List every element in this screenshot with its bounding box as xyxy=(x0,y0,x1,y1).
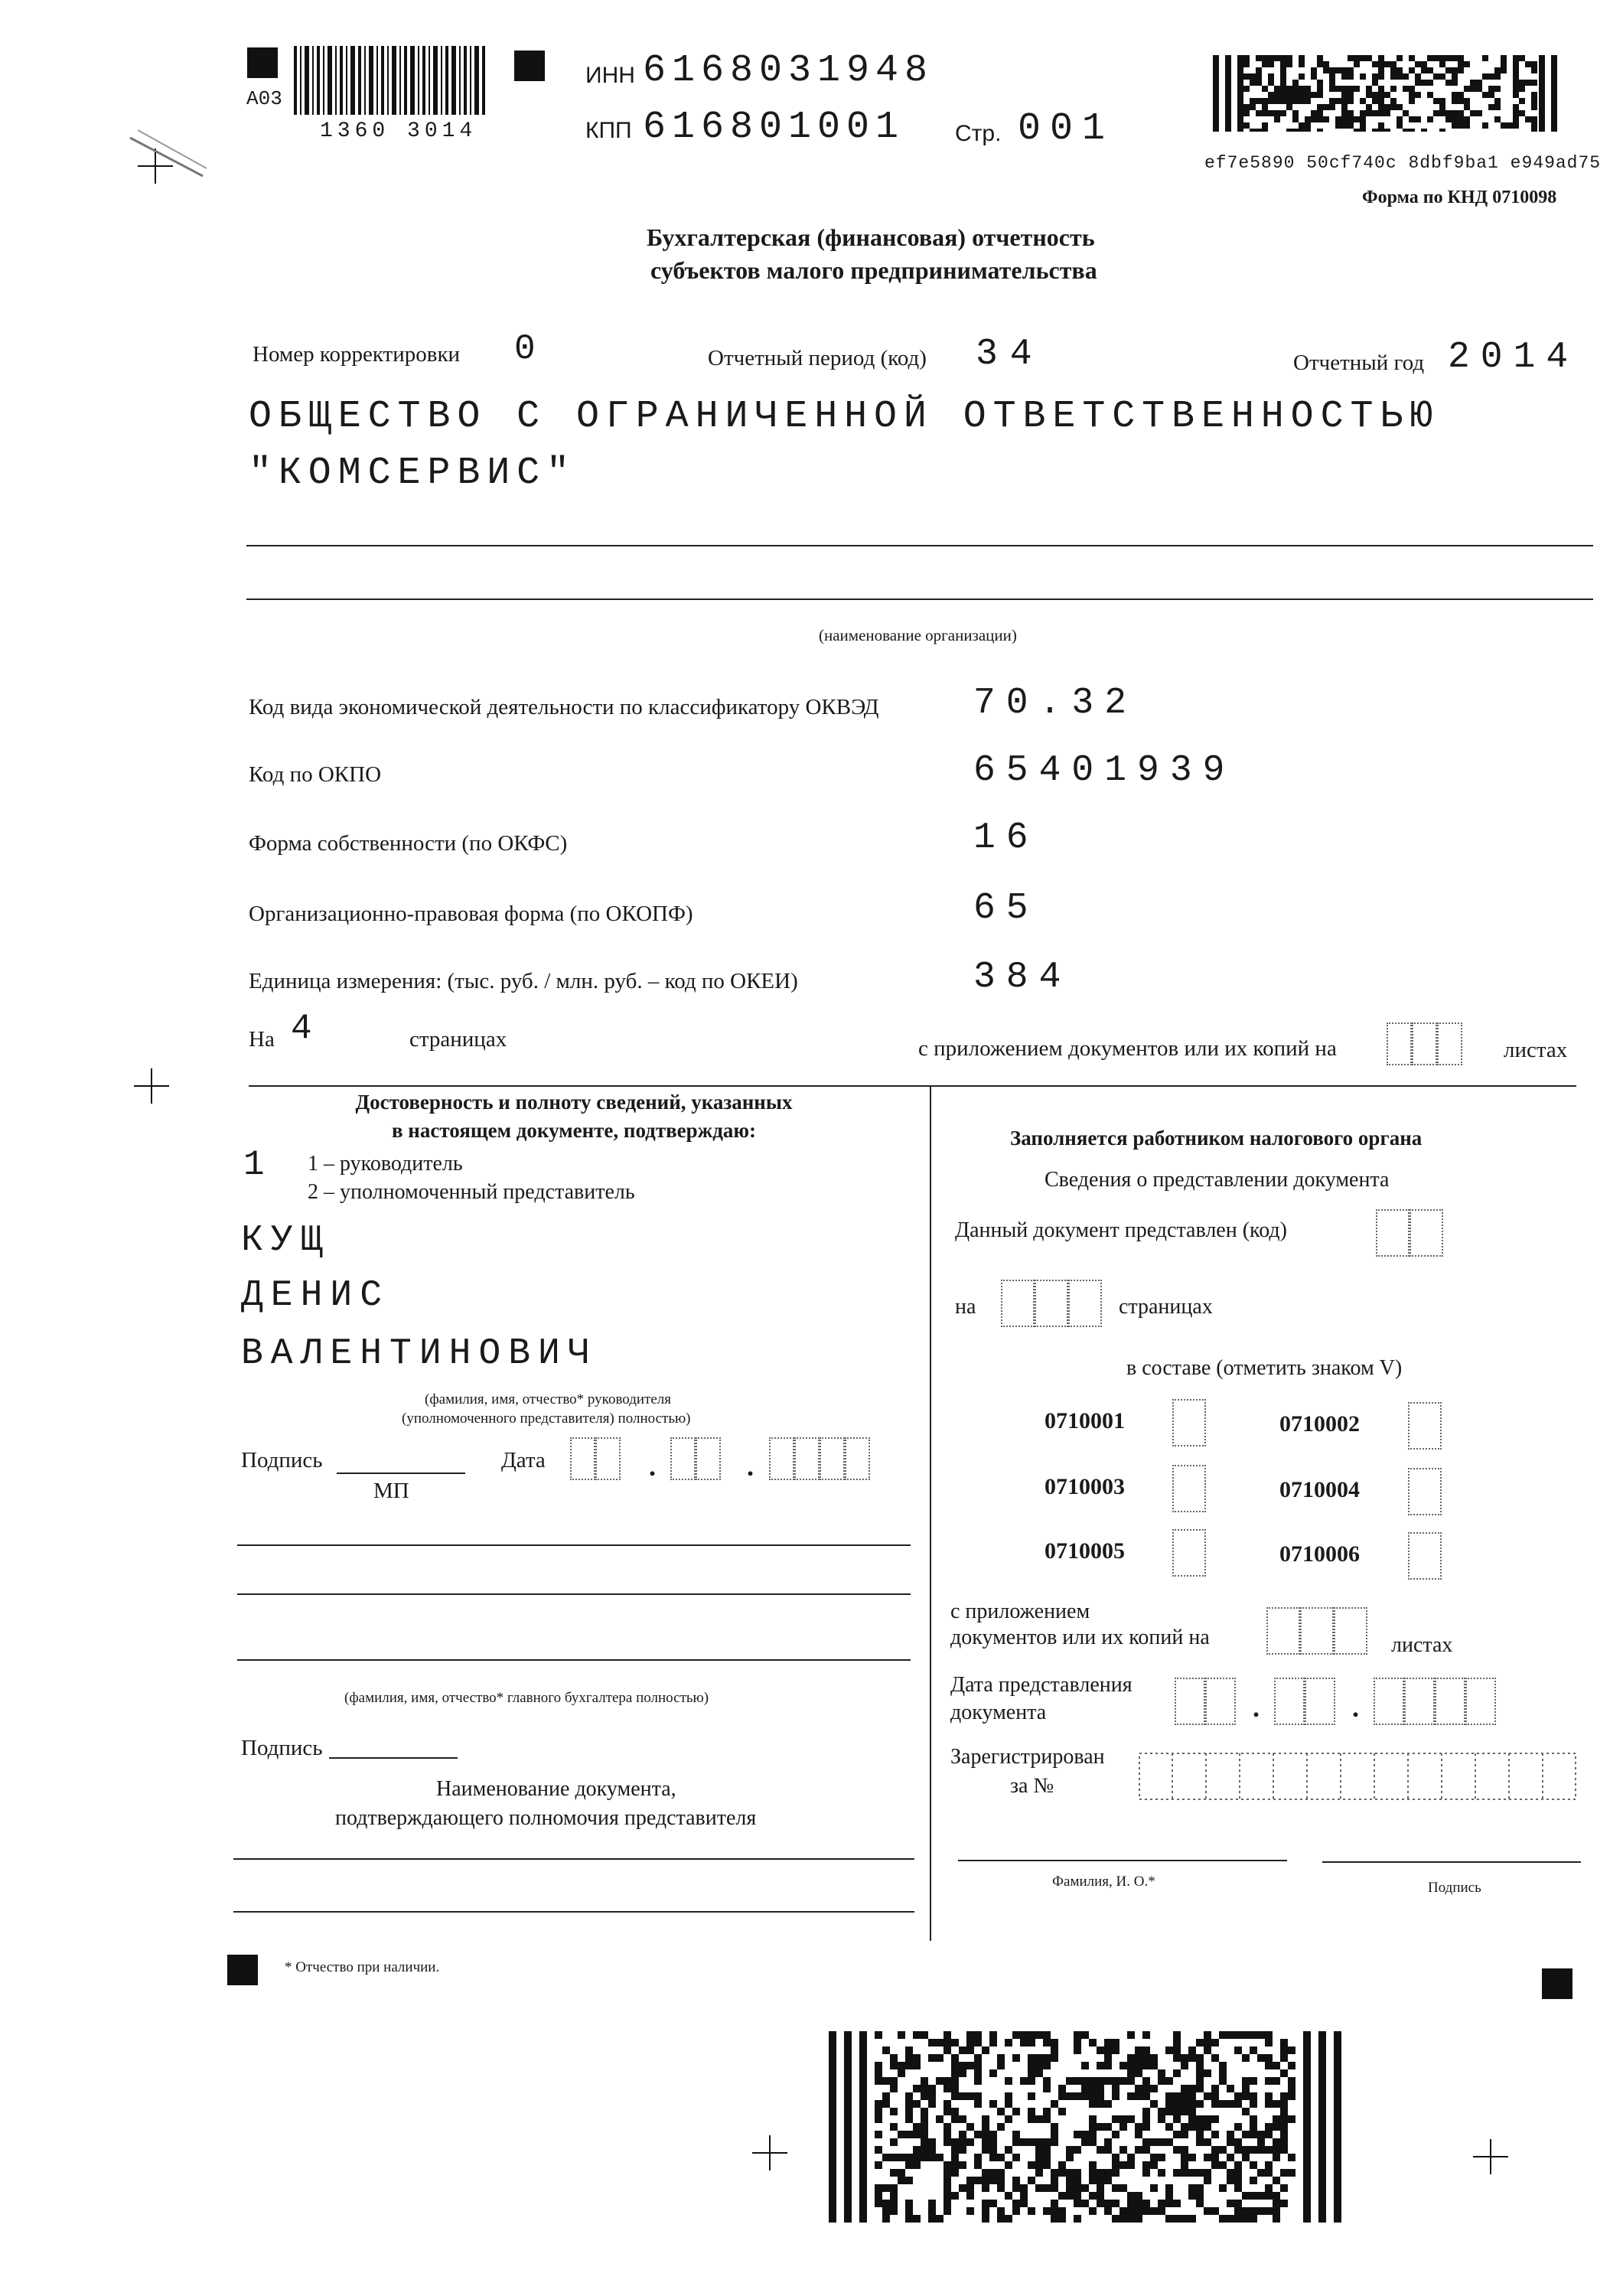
section-divider-horizontal xyxy=(249,1085,1576,1087)
auth-doc-line-a xyxy=(233,1858,914,1860)
inn-label: ИНН xyxy=(585,63,635,88)
form-0710006-checkbox[interactable] xyxy=(1408,1532,1442,1580)
period-label: Отчетный период (код) xyxy=(708,346,927,370)
signer-first-name: ДЕНИС xyxy=(241,1275,390,1316)
form-0710006-label: 0710006 xyxy=(1279,1541,1360,1567)
okfs-value: 16 xyxy=(973,817,1039,859)
okved-label: Код вида экономической деятельности по классификатору ОКВЭД xyxy=(249,695,879,719)
okopf-value: 65 xyxy=(973,888,1039,929)
auth-doc-line2: подтверждающего полномочия представителя xyxy=(335,1806,757,1830)
submission-date-sep-1: . xyxy=(1253,1692,1260,1723)
org-name-underline-2 xyxy=(246,598,1593,600)
registration-number-cells[interactable] xyxy=(1139,1753,1576,1800)
accountant-line-3 xyxy=(237,1659,911,1661)
year-value: 2014 xyxy=(1448,337,1579,378)
signer-surname: КУЩ xyxy=(241,1220,331,1261)
tax-attach-cell-1[interactable] xyxy=(1266,1607,1300,1655)
date-label: Дата xyxy=(501,1448,546,1473)
correction-label: Номер корректировки xyxy=(253,342,461,367)
submitted-code-cell-1[interactable] xyxy=(1376,1209,1410,1257)
okpo-value: 65401939 xyxy=(973,750,1236,791)
date-year-cell-1[interactable] xyxy=(769,1437,794,1480)
okved-value: 70.32 xyxy=(973,683,1138,724)
footnote: * Отчество при наличии. xyxy=(285,1959,440,1975)
accountant-line-1 xyxy=(237,1544,911,1546)
tax-pages-cell-1[interactable] xyxy=(1001,1280,1035,1327)
corner-marker-bottom-right xyxy=(1542,1968,1572,1999)
submission-date-month-1[interactable] xyxy=(1274,1678,1305,1725)
accountant-caption: (фамилия, имя, отчество* главного бухгалтера полностью) xyxy=(344,1690,709,1706)
submission-date-year-1[interactable] xyxy=(1374,1678,1404,1725)
form-knd: Форма по КНД 0710098 xyxy=(1362,188,1557,207)
submission-date-sep-2: . xyxy=(1352,1692,1359,1723)
form-0710004-checkbox[interactable] xyxy=(1408,1468,1442,1515)
submission-date-line1: Дата представления xyxy=(950,1673,1133,1697)
form-0710004-label: 0710004 xyxy=(1279,1477,1360,1502)
date-month-cell-1[interactable] xyxy=(670,1437,696,1480)
barcode-number: 1360 3014 xyxy=(320,119,477,143)
tax-attach-sheets-word: листах xyxy=(1391,1633,1453,1657)
sign2-line xyxy=(329,1757,458,1759)
page-number: 001 xyxy=(1018,107,1115,151)
attachments-sheets-word: листах xyxy=(1504,1038,1568,1062)
kpp-value: 616801001 xyxy=(643,106,905,149)
period-value: 34 xyxy=(976,334,1045,375)
paperclip-mark xyxy=(122,115,214,188)
pages-on-label: На xyxy=(249,1027,275,1052)
accountant-line-2 xyxy=(237,1593,911,1595)
submission-date-day-1[interactable] xyxy=(1175,1678,1205,1725)
submission-date-day-2[interactable] xyxy=(1205,1678,1236,1725)
tax-fio-line xyxy=(958,1860,1287,1861)
auth-doc-line1: Наименование документа, xyxy=(436,1777,676,1801)
org-name-line1: ОБЩЕСТВО С ОГРАНИЧЕННОЙ ОТВЕТСТВЕННОСТЬЮ xyxy=(249,395,1440,439)
auth-doc-line-b xyxy=(233,1911,914,1913)
tax-attach-cell-3[interactable] xyxy=(1334,1607,1367,1655)
form-0710001-checkbox[interactable] xyxy=(1172,1399,1206,1446)
submission-date-year-2[interactable] xyxy=(1404,1678,1435,1725)
tax-attach-cell-2[interactable] xyxy=(1300,1607,1334,1655)
mp-label: МП xyxy=(373,1479,409,1503)
form-0710002-checkbox[interactable] xyxy=(1408,1402,1442,1450)
tax-attach-line1: с приложением xyxy=(950,1600,1090,1623)
submitted-code-label: Данный документ представлен (код) xyxy=(955,1218,1287,1242)
tax-fio-caption: Фамилия, И. О.* xyxy=(1052,1874,1155,1890)
pages-word: страницах xyxy=(409,1027,507,1052)
date-year-cell-3[interactable] xyxy=(820,1437,845,1480)
top-left-barcode xyxy=(294,46,485,115)
tax-attach-line2: документов или их копий на xyxy=(950,1626,1210,1649)
okfs-label: Форма собственности (по ОКФС) xyxy=(249,831,568,856)
date-separator-1: . xyxy=(649,1451,656,1482)
date-day-cell-1[interactable] xyxy=(570,1437,595,1480)
confirm-title-line1: Достоверность и полноту сведений, указанных xyxy=(355,1091,793,1114)
date-year-cell-4[interactable] xyxy=(845,1437,870,1480)
fio-caption-line1: (фамилия, имя, отчество* руководителя xyxy=(425,1391,672,1407)
form-0710001-label: 0710001 xyxy=(1045,1408,1125,1433)
tax-office-title: Заполняется работником налогового органа xyxy=(1010,1127,1423,1150)
form-0710005-label: 0710005 xyxy=(1045,1538,1125,1564)
date-year-cell-2[interactable] xyxy=(794,1437,820,1480)
bottom-2d-barcode xyxy=(829,2031,1341,2223)
year-label: Отчетный год xyxy=(1293,351,1425,375)
submission-date-year-4[interactable] xyxy=(1465,1678,1496,1725)
date-day-cell-2[interactable] xyxy=(595,1437,621,1480)
crosshair-bottom-left xyxy=(752,2135,787,2170)
tax-office-subtitle: Сведения о представлении документа xyxy=(1045,1168,1390,1192)
form-0710005-checkbox[interactable] xyxy=(1172,1529,1206,1577)
correction-value: 0 xyxy=(514,329,536,369)
signer-option-2: 2 – уполномоченный представитель xyxy=(308,1180,635,1204)
signer-option-1: 1 – руководитель xyxy=(308,1152,463,1176)
org-name-underline-1 xyxy=(246,545,1593,546)
registered-line1: Зарегистрирован xyxy=(950,1745,1105,1769)
submission-date-line2: документа xyxy=(950,1701,1047,1724)
signer-patronymic: ВАЛЕНТИНОВИЧ xyxy=(241,1333,598,1375)
signer-code: 1 xyxy=(243,1145,265,1185)
date-separator-2: . xyxy=(747,1451,754,1482)
corner-code: A03 xyxy=(246,87,282,110)
kpp-label: КПП xyxy=(585,118,632,143)
attachments-cell-3[interactable] xyxy=(1437,1022,1462,1065)
org-name-caption: (наименование организации) xyxy=(819,626,1017,644)
form-0710003-label: 0710003 xyxy=(1045,1474,1125,1499)
submission-date-month-2[interactable] xyxy=(1305,1678,1335,1725)
crosshair-mid-left xyxy=(134,1068,169,1104)
submission-date-year-3[interactable] xyxy=(1435,1678,1465,1725)
qr-hash: ef7e5890 50cf740c 8dbf9ba1 e949ad75 xyxy=(1204,153,1602,173)
tax-sign-caption: Подпись xyxy=(1428,1880,1481,1896)
report-title-line2: субъектов малого предпринимательства xyxy=(650,256,1097,284)
page-label: Стр. xyxy=(955,121,1002,146)
attachments-label: с приложением документов или их копий на xyxy=(918,1036,1337,1061)
form-0710002-label: 0710002 xyxy=(1279,1411,1360,1437)
sign2-label: Подпись xyxy=(241,1736,323,1760)
tax-pages-cell-3[interactable] xyxy=(1068,1280,1102,1327)
report-title-line1: Бухгалтерская (финансовая) отчетность xyxy=(647,223,1095,251)
sign-line xyxy=(337,1473,465,1474)
registered-line2: за № xyxy=(1010,1774,1054,1798)
attachments-cell-2[interactable] xyxy=(1412,1022,1437,1065)
corner-marker-bottom-left xyxy=(227,1955,258,1985)
qr-code-top xyxy=(1213,55,1557,132)
tax-pages-word: страницах xyxy=(1119,1295,1213,1319)
corner-marker-top-left xyxy=(247,47,278,78)
tax-pages-cell-2[interactable] xyxy=(1035,1280,1068,1327)
confirm-title-line2: в настоящем документе, подтверждаю: xyxy=(391,1119,757,1142)
attachments-cell-1[interactable] xyxy=(1387,1022,1412,1065)
section-divider-vertical xyxy=(930,1085,931,1941)
submitted-code-cell-2[interactable] xyxy=(1410,1209,1443,1257)
tax-sign-line xyxy=(1322,1861,1581,1863)
fio-caption-line2: (уполномоченного представителя) полностью) xyxy=(402,1411,691,1427)
date-month-cell-2[interactable] xyxy=(696,1437,721,1480)
crosshair-bottom-right xyxy=(1473,2139,1508,2174)
inn-value: 6168031948 xyxy=(643,49,934,93)
corner-marker-top-mid xyxy=(514,51,545,81)
okpo-label: Код по ОКПО xyxy=(249,762,382,787)
form-0710003-checkbox[interactable] xyxy=(1172,1465,1206,1512)
tax-pages-on-label: на xyxy=(955,1295,976,1319)
composition-label: в составе (отметить знаком V) xyxy=(1126,1356,1403,1380)
okei-label: Единица измерения: (тыс. руб. / млн. руб. – код по ОКЕИ) xyxy=(249,969,798,993)
pages-count: 4 xyxy=(291,1009,312,1049)
okopf-label: Организационно-правовая форма (по ОКОПФ) xyxy=(249,902,693,926)
okei-value: 384 xyxy=(973,957,1072,998)
sign-label: Подпись xyxy=(241,1448,323,1473)
org-name-line2: "КОМСЕРВИС" xyxy=(249,452,576,495)
